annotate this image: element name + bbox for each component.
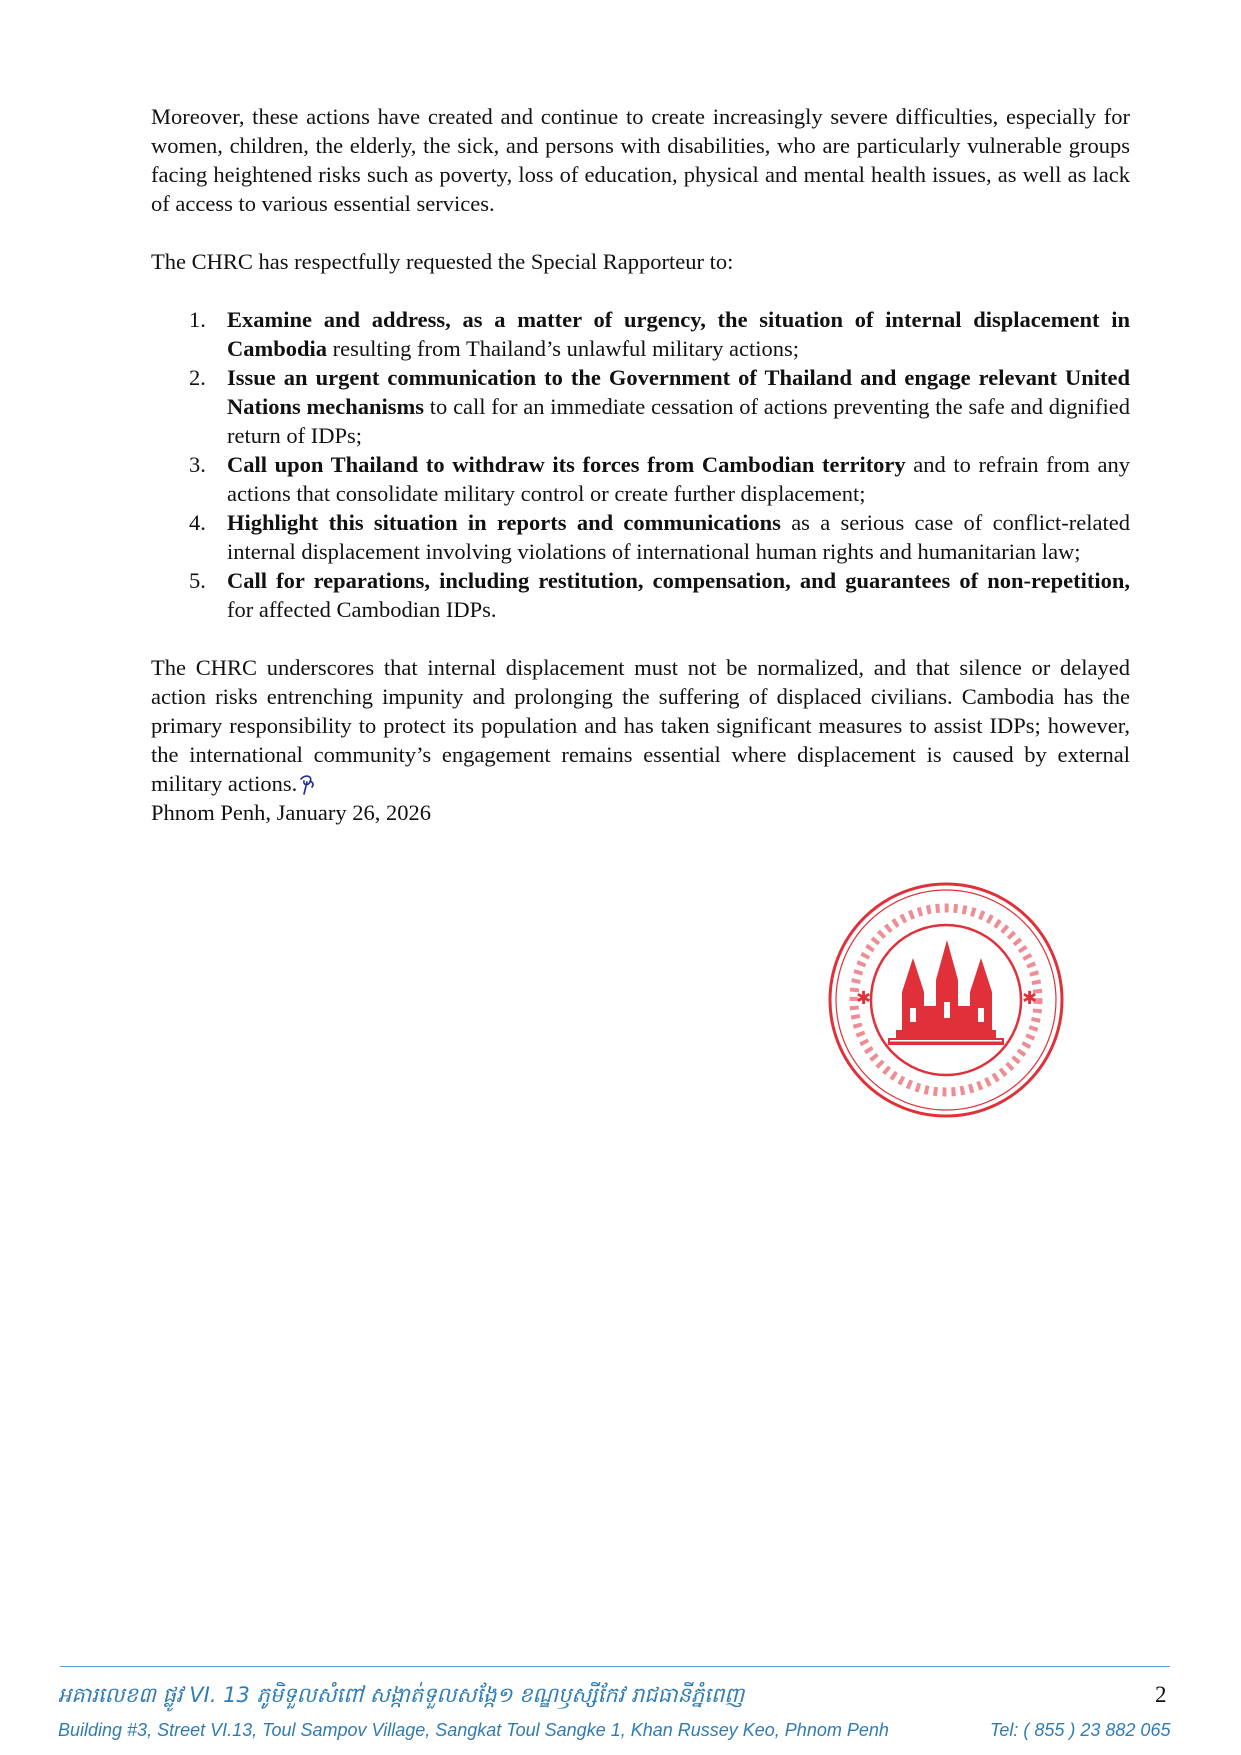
list-item: 4. Highlight this situation in reports and communications as a serious case of conflict-related internal displacement involving violations of international human rights and humanitarian law; bbox=[189, 510, 1130, 564]
paragraph-requests-intro: The CHRC has respectfully requested the Special Rapporteur to: bbox=[151, 249, 734, 274]
footer-telephone: Tel: ( 855 ) 23 882 065 bbox=[990, 1720, 1171, 1740]
page-number: 2 bbox=[1155, 1682, 1167, 1707]
footer-divider bbox=[60, 1666, 1170, 1667]
paragraph-closing: The CHRC underscores that internal displacement must not be normalized, and that silence or delayed action risks entrenching impunity and prolonging the suffering of displaced civilians. Cambodia has the primary responsibility to protect its population and has taken significant measures to assist IDPs; however, the international community’s engagement remains essential where displacement is caused by external military actions. bbox=[151, 655, 1130, 796]
requests-list bbox=[151, 305, 1130, 624]
list-item: 5. Call for reparations, including restitution, compensation, and guarantees of non-repetition, for affected Cambodian IDPs. bbox=[189, 568, 1130, 622]
list-item: 3. Call upon Thailand to withdraw its forces from Cambodian territory and to refrain from any actions that consolidate military control or create further displacement; bbox=[189, 452, 1130, 506]
svg-text:✱: ✱ bbox=[856, 988, 872, 1009]
date-line: Phnom Penh, January 26, 2026 bbox=[151, 800, 431, 825]
list-item: 2. Issue an urgent communication to the Government of Thailand and engage relevant United Nations mechanisms to call for an immediate cessation of actions preventing the safe and dignified return of IDPs; bbox=[189, 365, 1130, 448]
footer-address: Building #3, Street VI.13, Toul Sampov Village, Sangkat Toul Sangke 1, Khan Russey Keo, Phnom Penh bbox=[58, 1720, 889, 1740]
footer-khmer-address: អគារលេខ៣ ផ្លូវ VI. 13 ភូមិទួលសំពៅ សង្កាត់ទួលសង្កែ១ ខណ្ឌឫស្សីកែវ រាជធានីភ្នំពេញ bbox=[58, 1683, 745, 1707]
paragraph-vulnerable-groups: Moreover, these actions have created and continue to create increasingly severe difficulties, especially for women, children, the elderly, the sick, and persons with disabilities, who are particularly vulnerable groups facing heightened risks such as poverty, loss of education, physical and mental health issues, as well as lack of access to various essential services. bbox=[151, 104, 1130, 216]
letter-body bbox=[151, 102, 1130, 827]
svg-text:✱: ✱ bbox=[1022, 988, 1038, 1009]
handwritten-initials-icon bbox=[298, 773, 316, 795]
list-item: 1. Examine and address, as a matter of urgency, the situation of internal displacement in Cambodia resulting from Thailand’s unlawful military actions; bbox=[189, 307, 1130, 361]
official-seal-icon bbox=[826, 880, 1066, 1120]
